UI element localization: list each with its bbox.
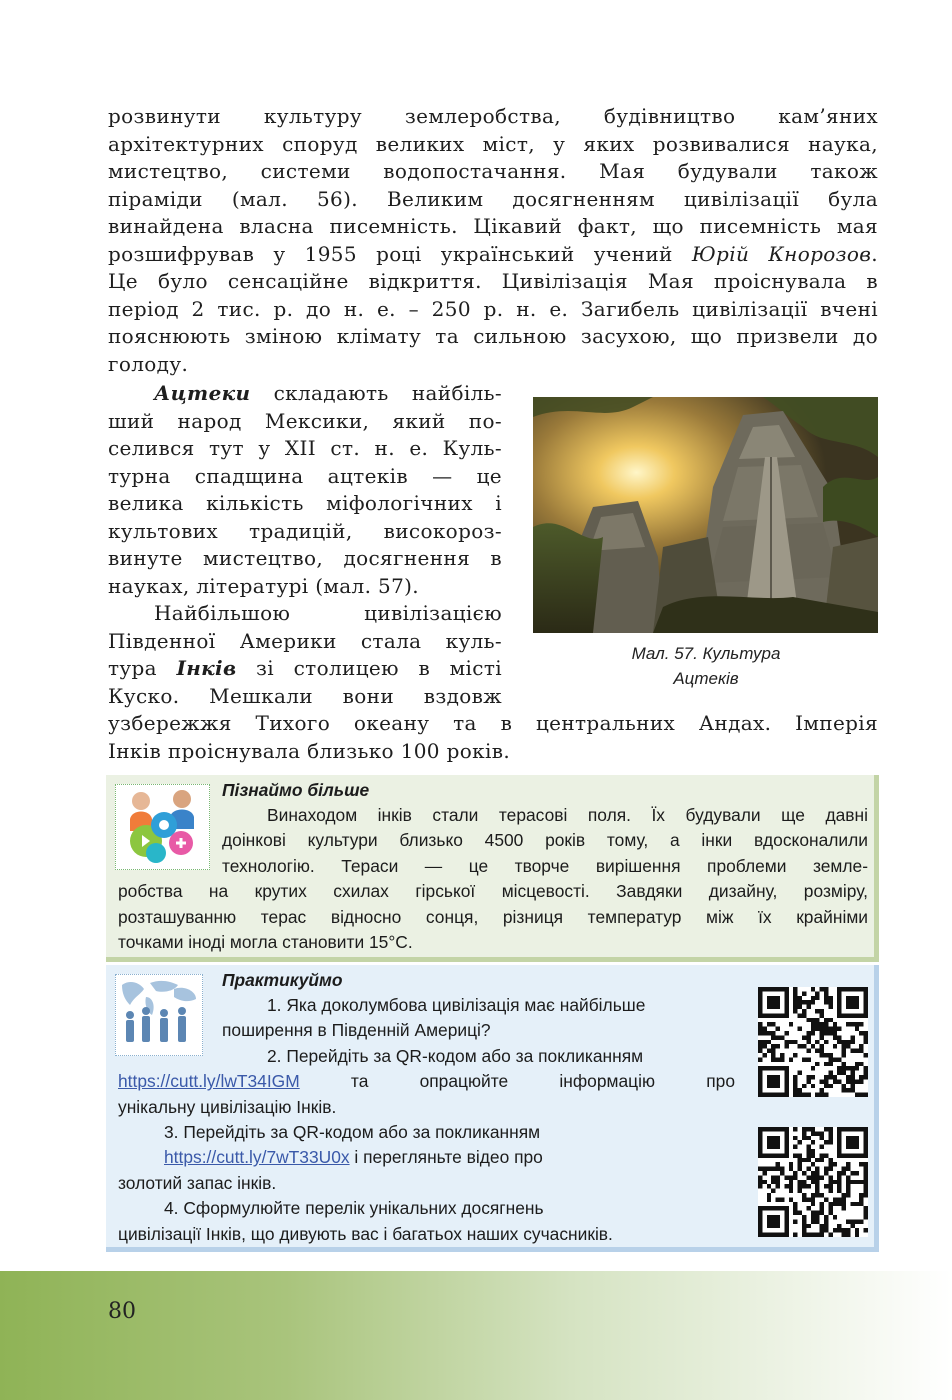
text-line: золотий запас інків.	[118, 1172, 277, 1193]
inca-video-link[interactable]: https://cutt.ly/7wT33U0x	[164, 1147, 350, 1168]
text-line: винуте мистецтво, досягнення в	[108, 546, 502, 570]
practice-q3-q4	[118, 1120, 758, 1247]
text-line: 1. Яка доколумбова цивілізація має найбільше	[267, 995, 646, 1015]
text-line: період 2 тис. р. до н. е. – 250 р. н. е. Загибель цивілізації вчені	[108, 296, 878, 321]
text-line: унікальну цивілізацію Інків.	[118, 1096, 337, 1117]
text-line: Інків проіснувала близько 100 років.	[108, 738, 511, 763]
text-line: Куско. Мешкали вони вздовж	[108, 683, 502, 708]
text-line: велика кількість міфологічних і	[108, 491, 502, 515]
learn-more-box	[106, 775, 879, 962]
text-line: https://cutt.ly/lwT34IGM та опрацюйте інформацію про	[118, 1071, 735, 1092]
figure-caption: Мал. 57. Культура Ацтеків	[631, 644, 781, 688]
text-line: турна спадщина ацтеків — це	[108, 463, 502, 488]
text-line: Це було сенсаційне відкриття. Цивілізація Мая проіснувала в	[108, 269, 878, 293]
text-line: узбережжя Тихого океану та в центральних Андах. Імперія	[108, 711, 878, 735]
practice-title: Практикуймо	[222, 970, 343, 990]
intro-paragraph	[108, 103, 878, 378]
text-line: розшифрував у 1955 році український учений Юрій Кнорозов.	[108, 241, 879, 266]
text-line: поширення в Південній Америці?	[222, 1020, 491, 1041]
aztec-paragraph	[108, 380, 502, 600]
text-line: доінкові культури близько 4500 років тому, а інки вдосконалили	[222, 830, 868, 851]
text-line: голоду.	[108, 351, 189, 376]
text-line: селився тут у XII ст. н. е. Куль-	[108, 436, 502, 460]
text-line: винайдена власна писемність. Цікавий факт, що писемність мая	[108, 214, 878, 238]
page-footer-band	[0, 1271, 952, 1400]
aztec-term: Ацтеки	[154, 381, 251, 405]
text-line: культових традицій, високороз-	[108, 518, 502, 543]
text-line: 2. Перейдіть за QR-кодом або за покликанням	[267, 1045, 644, 1066]
inca-term: Інків	[176, 656, 237, 680]
text-line: піраміди (мал. 56). Великим досягненням цивілізації була	[108, 186, 878, 211]
text-line: 3. Перейдіть за QR-кодом або за покликанням	[164, 1122, 541, 1142]
text-line: розташуванню терас відносно сонця, різниця температур між їх крайніми	[118, 906, 868, 927]
text-line: 4. Сформулюйте перелік унікальних досягнень	[164, 1198, 544, 1219]
practice-box	[106, 965, 879, 1252]
practice-q1-q2	[118, 993, 735, 1120]
qr-code-inca-info[interactable]	[758, 987, 868, 1097]
learn-more-title: Пізнаймо більше	[222, 780, 370, 800]
text-line: пояснюють зміною клімату та сильною засухою, що призвели до	[108, 324, 878, 348]
text-line: цивілізації Інків, що дивують вас і багатьох наших сучасників.	[118, 1223, 613, 1244]
text-line: розвинути культуру землеробства, будівництво кам’яних	[108, 104, 878, 128]
learn-more-text	[118, 803, 868, 955]
text-line: Найбільшою цивілізацією	[154, 601, 502, 625]
text-line: Південної Америки стала куль-	[108, 628, 502, 653]
scientist-name: Юрій Кнорозов	[691, 241, 872, 266]
inca-paragraph	[108, 600, 502, 710]
aztec-city-illustration	[533, 397, 878, 633]
page-number: 80	[108, 1299, 136, 1324]
text-line: ший народ Мексики, який по-	[108, 408, 502, 433]
qr-code-inca-video[interactable]	[758, 1127, 868, 1237]
text-line: технологію. Тераси — це творче вирішення проблеми земле-	[222, 855, 868, 876]
text-line: точками іноді могла становити 15°С.	[118, 932, 413, 953]
text-line: науках, літературі (мал. 57).	[108, 573, 420, 598]
inca-info-link[interactable]: https://cutt.ly/lwT34IGM	[118, 1071, 300, 1092]
text-line: мистецтво, системи водопостачання. Мая будували також	[108, 159, 878, 183]
text-line: https://cutt.ly/7wT33U0x і перегляньте відео про	[164, 1147, 543, 1168]
text-line: архітектурних споруд великих міст, у яких розвивалися наука,	[108, 131, 878, 156]
text-line: робства на крутих схилах гірської місцевості. Завдяки дизайну, розміру,	[118, 881, 868, 902]
text-line: тура Інків зі столицею в місті	[108, 656, 502, 680]
inca-paragraph-cont	[108, 710, 878, 765]
text-line: Винаходом інків стали терасові поля. Їх будували ще давні	[267, 805, 868, 825]
text-line: Ацтеки складають найбіль-	[154, 381, 502, 405]
